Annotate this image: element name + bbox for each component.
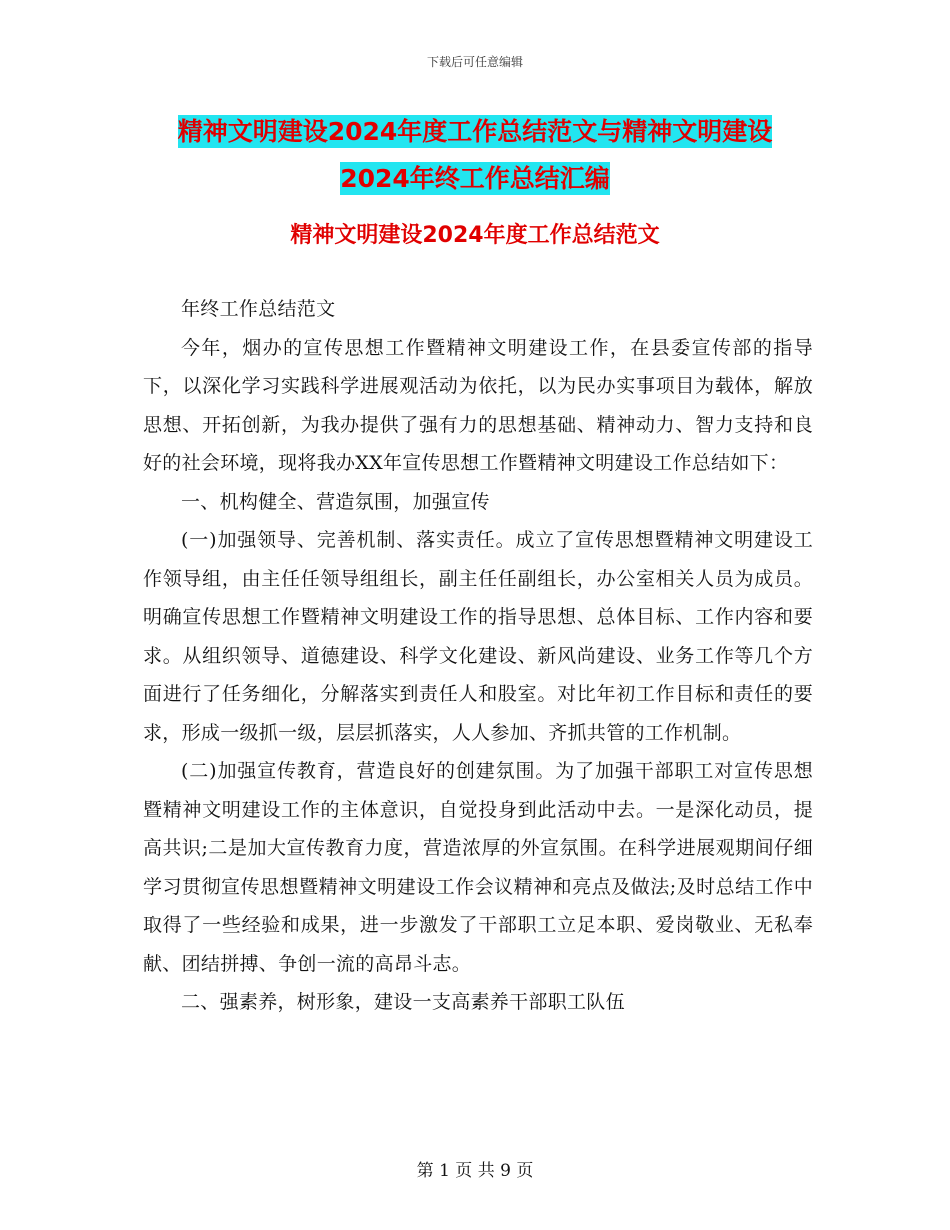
document-body — [143, 290, 813, 1022]
section-heading: 一、机构健全、营造氛围，加强宣传 — [181, 490, 490, 513]
section-heading: 二、强素养，树形象，建设一支高素养干部职工队伍 — [181, 991, 625, 1013]
main-title-line-1: 精神文明建设2024年度工作总结范文与精神文明建设 — [177, 117, 773, 146]
paragraph: (一)加强领导、完善机制、落实责任。成立了宣传思想暨精神文明建设工作领导组，由主任任领导组组长，副主任任副组长，办公室相关人员为成员。明确宣传思想工作暨精神文明建设工作的指导思想、总体目标、工作内容和要求。从组织领导、道德建设、科学文化建设、新风尚建设、业务工作等几个方面进行了任务细化，分解落实到责任人和股室。对比年初工作目标和责任的要求，形成一级抓一级，层层抓落实，人人参加、齐抓共管的工作机制。 — [143, 529, 813, 744]
paragraph: (二)加强宣传教育，营造良好的创建氛围。为了加强干部职工对宣传思想暨精神文明建设工作的主体意识，自觉投身到此活动中去。一是深化动员，提高共识;二是加大宣传教育力度，营造浓厚的外宣氛围。在科学进展观期间仔细学习贯彻宣传思想暨精神文明建设工作会议精神和亮点及做法;及时总结工作中取得了一些经验和成果，进一步激发了干部职工立足本职、爱岗敬业、无私奉献、团结拼搏、争创一流的高昂斗志。 — [143, 760, 813, 975]
main-title — [0, 108, 950, 202]
paragraph: 年终工作总结范文 — [181, 298, 336, 320]
main-title-line-2: 2024年终工作总结汇编 — [340, 164, 610, 193]
page-indicator: 第 1 页 共 9 页 — [416, 1161, 534, 1181]
paragraph: 今年，烟办的宣传思想工作暨精神文明建设工作，在县委宣传部的指导下，以深化学习实践科学进展观活动为依托，以为民办实事项目为载体，解放思想、开拓创新，为我办提供了强有力的思想基础、精神动力、智力支持和良好的社会环境，现将我办XX年宣传思想工作暨精神文明建设工作总结如下： — [143, 336, 813, 474]
section-subtitle: 精神文明建设2024年度工作总结范文 — [290, 223, 660, 248]
header-note: 下载后可任意编辑 — [426, 55, 523, 69]
